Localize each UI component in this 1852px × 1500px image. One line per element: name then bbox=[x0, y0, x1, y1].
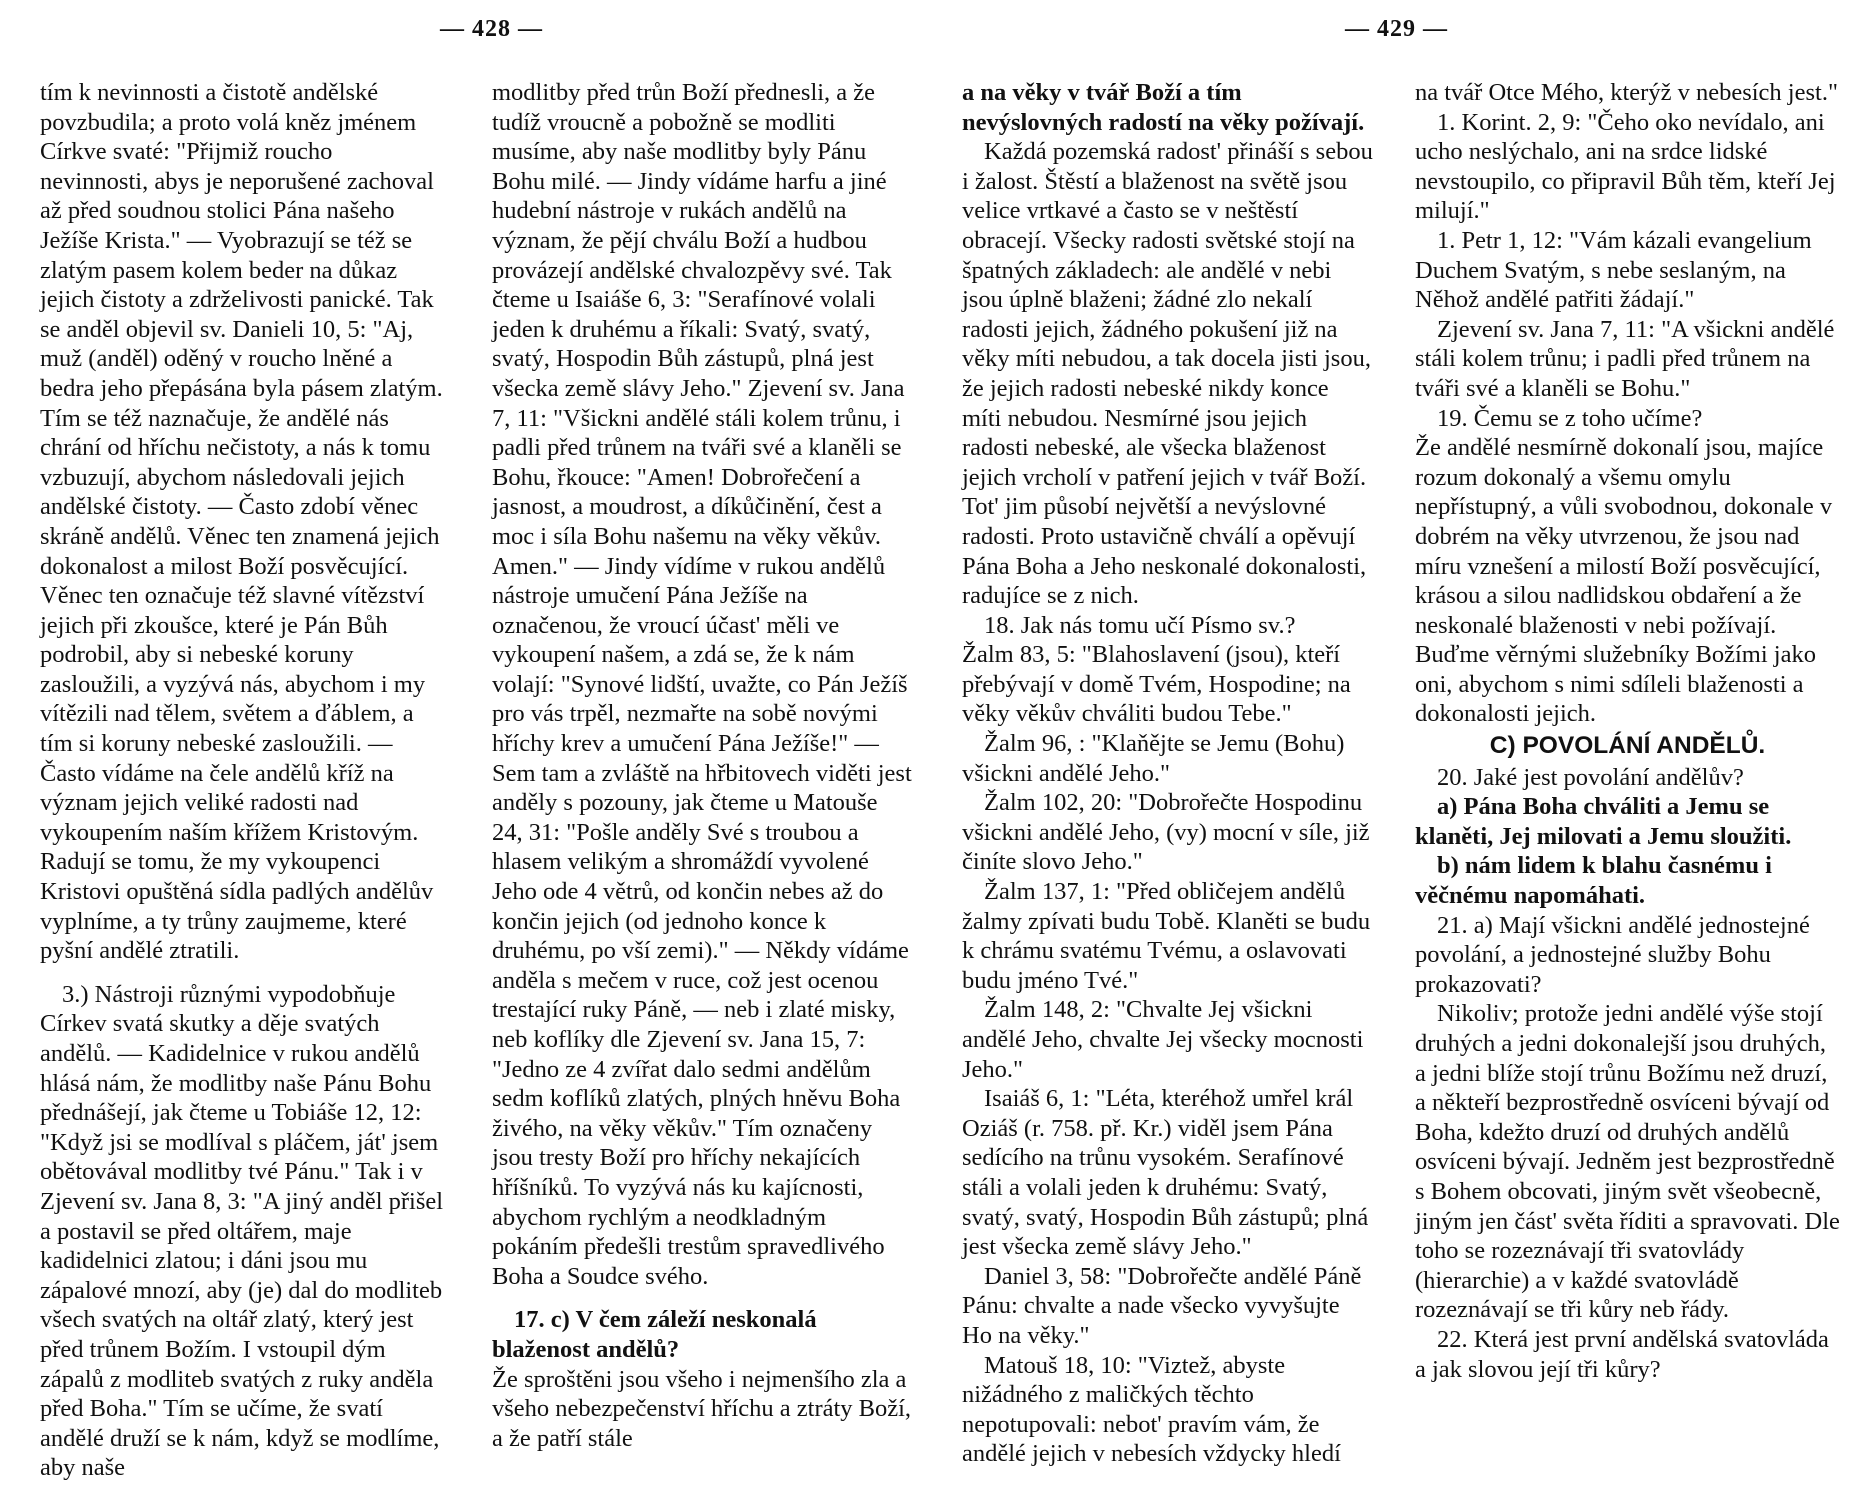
question: 21. a) Mají všickni andělé jednostejné povolání, a jednostejné služby Bohu prokazovati? bbox=[1415, 911, 1810, 998]
left-page-column-1 bbox=[40, 78, 445, 1483]
question: 17. c) V čem záleží neskonalá blaženost andělů? bbox=[492, 1306, 817, 1363]
right-page-column-2 bbox=[1415, 78, 1840, 1384]
quote: Zjevení sv. Jana 7, 11: "A všickni andělé stáli kolem trůnu; i padli před trůnem na tváři své a klaněli se Bohu." bbox=[1415, 315, 1835, 402]
answer: Nikoliv; protože jedni andělé výše stojí druhých a jedni dokonalejší jsou druhých, a jedni blíže stojí trůnu Božímu než druzí, a někteří bezprostředně osvíceni bývají od Boha, kdežto druzí od druhých andělů osvíceni bývají. Jedněm jest bezprostředně s Bohem obcovati, jiným svět všeobecně, jiným jen část' světa říditi a spravovati. Dle toho se rozeznávají tři svatovlády (hierarchie) a v každé svatovládě rozeznávají se tři kůry neb řády. bbox=[1415, 1000, 1840, 1324]
quote: Matouš 18, 10: "Viztež, abyste nižádného z maličkých těchto nepotupovali: nebot' pravím vám, že andělé jejich v nebesích vždycky hledí bbox=[962, 1351, 1341, 1468]
answer: b) nám lidem k blahu časnému i věčnému napomáhati. bbox=[1415, 852, 1772, 910]
quote: 1. Petr 1, 12: "Vám kázali evangelium Duchem Svatým, s nebe seslaným, na Něhož andělé patřiti žádají." bbox=[1415, 226, 1812, 314]
answer: a) Pána Boha chváliti a Jemu se klaněti, Jej milovati a Jemu sloužiti. bbox=[1415, 793, 1792, 850]
paragraph: 3.) Nástroji různými vypodobňuje Církev svatá skutky a děje svatých andělů. — Kadidelnice v rukou andělů hlásá nám, že modlitby naše Pánu Bohu přednášejí, jak čteme u Tobiáše 12, 12: "Když jsi se modlíval s pláčem, ját' jsem obětovával modlitby tvé Pánu." Tak i v Zjevení sv. Jana 8, 3: "A jiný anděl přišel a postavil se před oltářem, maje kadidelnici zlatou; i dáni jsou mu zápalové mnozí, aby (je) dal do modliteb všech svatých na oltář zlatý, který jest před trůnem Božím. I vstoupil dým zápalů z modliteb svatých z ruky anděla před Boha." Tím se učíme, že svatí andělé druží se k nám, když se modlíme, aby naše bbox=[40, 980, 444, 1482]
paragraph: tím k nevinnosti a čistotě andělské povzbudila; a proto volá kněz jménem Církve svaté: "Přijmiž roucho nevinnosti, abys je neporušené zachoval až před soudnou stolici Pána našeho Ježíše Krista." — Vyobrazují se též se zlatým pasem kolem beder na důkaz jejich čistoty a zdrželivosti panické. Tak se anděl objevil sv. Danieli 10, 5: "Aj, muž (anděl) oděný v roucho lněné a bedra jeho přepásána byla pásem zlatým. Tím se též naznačuje, že andělé nás chrání od hříchu nečistoty, a nás k tomu vzbuzují, abychom následovali jejich andělské čistoty. — Často zdobí věnec skráně andělů. Věnec ten znamená jejich dokonalost a milost Boží posvěcující. Věnec ten označuje též slavné vítězství jejich při zkoušce, které je Pán Bůh podrobil, aby si nebeské koruny zasloužili, a vyzývá nás, abychom i my vítězili nad tělem, světem a ďáblem, a tím si koruny nebeské zasloužili. — Často vídáme na čele andělů kříž na význam jejich veliké radosti nad vykoupením naším křížem Kristovým. Radují se tomu, že my vykoupenci Kristovi opuštěná sídla padlých andělův vyplníme, a ty trůny zaujmeme, které pyšní andělé ztratili. bbox=[40, 79, 443, 965]
paragraph: modlitby před trůn Boží přednesli, a že tudíž vroucně a pobožně se modliti musíme, aby naše modlitby byly Pánu Bohu milé. — Jindy vídáme harfu a jiné hudební nástroje v rukách andělů na význam, že pějí chválu Boží a hudbou provázejí andělské chvalozpěvy své. Tak čteme u Isaiáše 6, 3: "Serafínové volali jeden k druhému a říkali: Svatý, svatý, svatý, Hospodin Bůh zástupů, plná jest všecka země slávy Jeho." Zjevení sv. Jana 7, 11: "Všickni andělé stáli kolem trůnu, i padli před trůnem na tváři své a klaněli se Bohu, řkouce: "Amen! Dobrořečení a jasnost, a moudrost, a díkůčinění, čest a moc i síla Bohu našemu na věky věkův. Amen." — Jindy vídíme v rukou andělů nástroje umučení Pána Ježíše na označenou, že vroucí účast' měli ve vykoupení našem, a zdá se, že k nám volají: "Synové lidští, uvažte, co Pán Ježíš pro vás trpěl, nezmařte na sobě novými hříchy krev a umučení Pána Ježíše!" — Sem tam a zvláště na hřbitovech viděti jest anděly s pozouny, jak čteme u Matouše 24, 31: "Pošle anděly Své s troubou a hlasem velikým a shromáždí vyvolené Jeho ode 4 větrů, od končin nebes až do končin jejich (od jednoho konce k druhému, po vší zemi)." — Někdy vídáme anděla s mečem v ruce, což jest ocenou trestající ruky Páně, — neb i zlaté misky, neb koflíky dle Zjevení sv. Jana 15, 7: "Jedno ze 4 zvířat dalo sedmi andělům sedm koflíků zlatých, plných hněvu Boha živého, na věky věkův." Tím označeny jsou tresty Boží pro hříchy nekajících hříšníků. To vyzývá nás ku kajícnosti, abychom rychlým a neodkladným pokáním předešli trestům spravedlivého Boha a Soudce svého. bbox=[492, 79, 912, 1290]
quote: Žalm 96, : "Klaňějte se Jemu (Bohu) všickni andělé Jeho." bbox=[962, 730, 1345, 787]
answer: Že sproštěni jsou všeho i nejmenšího zla a všeho nebezpečenství hříchu a ztráty Boží, a že patří stále bbox=[492, 1365, 912, 1452]
answer: Že andělé nesmírně dokonalí jsou, majíce rozum dokonalý a všemu omylu nepřístupný, a vůli svobodnou, dokonale v dobrém na věky utvrzenou, že jsou nad míru vznešení a milostí Boží posvěcující, krásou a silou nadlidskou obdaření a že neskonalé blaženosti v nebi požívají. Buďme věrnými služebníky Božími jako oni, abychom s nimi sdíleli blaženosti a dokonalosti jejich. bbox=[1415, 434, 1833, 728]
quote: Žalm 83, 5: "Blahoslavení (jsou), kteří přebývají v domě Tvém, Hospodine; na věky věkův chváliti budou Tebe." bbox=[962, 641, 1351, 728]
question: 20. Jaké jest povolání andělův? bbox=[1437, 763, 1744, 791]
left-page-number: — 428 — bbox=[440, 16, 543, 42]
paragraph: a na věky v tvář Boží a tím nevýslovných radostí na věky požívají. bbox=[962, 79, 1365, 136]
question: 22. Která jest první andělská svatovláda a jak slovou její tři kůry? bbox=[1415, 1325, 1829, 1383]
right-page-column-1 bbox=[962, 78, 1374, 1469]
quote: 1. Korint. 2, 9: "Čeho oko nevídalo, ani ucho neslýchalo, ani na srdce lidské nevstoupilo, co připravil Bůh těm, kteří Jej milují." bbox=[1415, 108, 1836, 225]
quote: Isaiáš 6, 1: "Léta, kteréhož umřel král Oziáš (r. 758. př. Kr.) viděl jsem Pána sedícího na trůnu vysokém. Serafínové stáli a volali jeden k druhému: Svatý, svatý, svatý, Hospodin Bůh zástupů; plná jest všecka země slávy Jeho." bbox=[962, 1085, 1369, 1261]
quote: Daniel 3, 58: "Dobrořečte andělé Páně Pánu: chvalte a nade všecko vyvyšujte Ho na věky." bbox=[962, 1262, 1362, 1349]
paragraph: Každá pozemská radost' přináší s sebou i žalost. Štěstí a blaženost na světě jsou velice vrtkavé a často se v neštěstí obracejí. Všecky radosti světské stojí na špatných základech: ale andělé v nebi jsou úplně blaženi; žádné zlo nekalí radosti jejich, žádného pokušení již na věky míti nebudou, a tak docela jisti jsou, že jejich radosti nebeské nikdy konce míti nebudou. Nesmírné jsou jejich radosti nebeské, ale všecka blaženost jejich vrcholí v patření jejich v tvář Boží. Tot' jim působí největší a nevýslovné radosti. Proto ustavičně chválí a opěvují Pána Boha a Jeho neskonalé dokonalosti, radujíce se z nich. bbox=[962, 138, 1373, 610]
left-page-column-2 bbox=[492, 78, 912, 1453]
quote: Žalm 148, 2: "Chvalte Jej všickni andělé Jeho, chvalte Jej všecky mocnosti Jeho." bbox=[962, 996, 1364, 1083]
question: 19. Čemu se z toho učíme? bbox=[1437, 404, 1703, 432]
right-page-number: — 429 — bbox=[1345, 16, 1448, 42]
quote: Žalm 137, 1: "Před obličejem andělů žalmy zpívati budu Tobě. Klaněti se budu k chrámu svatému Tvému, a oslavovati budu jméno Tvé." bbox=[962, 878, 1371, 994]
question: 18. Jak nás tomu učí Písmo sv.? bbox=[984, 611, 1296, 639]
paragraph: na tvář Otce Mého, kterýž v nebesích jest." bbox=[1415, 79, 1838, 106]
quote: Žalm 102, 20: "Dobrořečte Hospodinu všickni andělé Jeho, (vy) mocní v síle, již činíte slovo Jeho." bbox=[962, 789, 1370, 876]
section-heading: C) POVOLÁNÍ ANDĚLŮ. bbox=[1489, 732, 1766, 760]
